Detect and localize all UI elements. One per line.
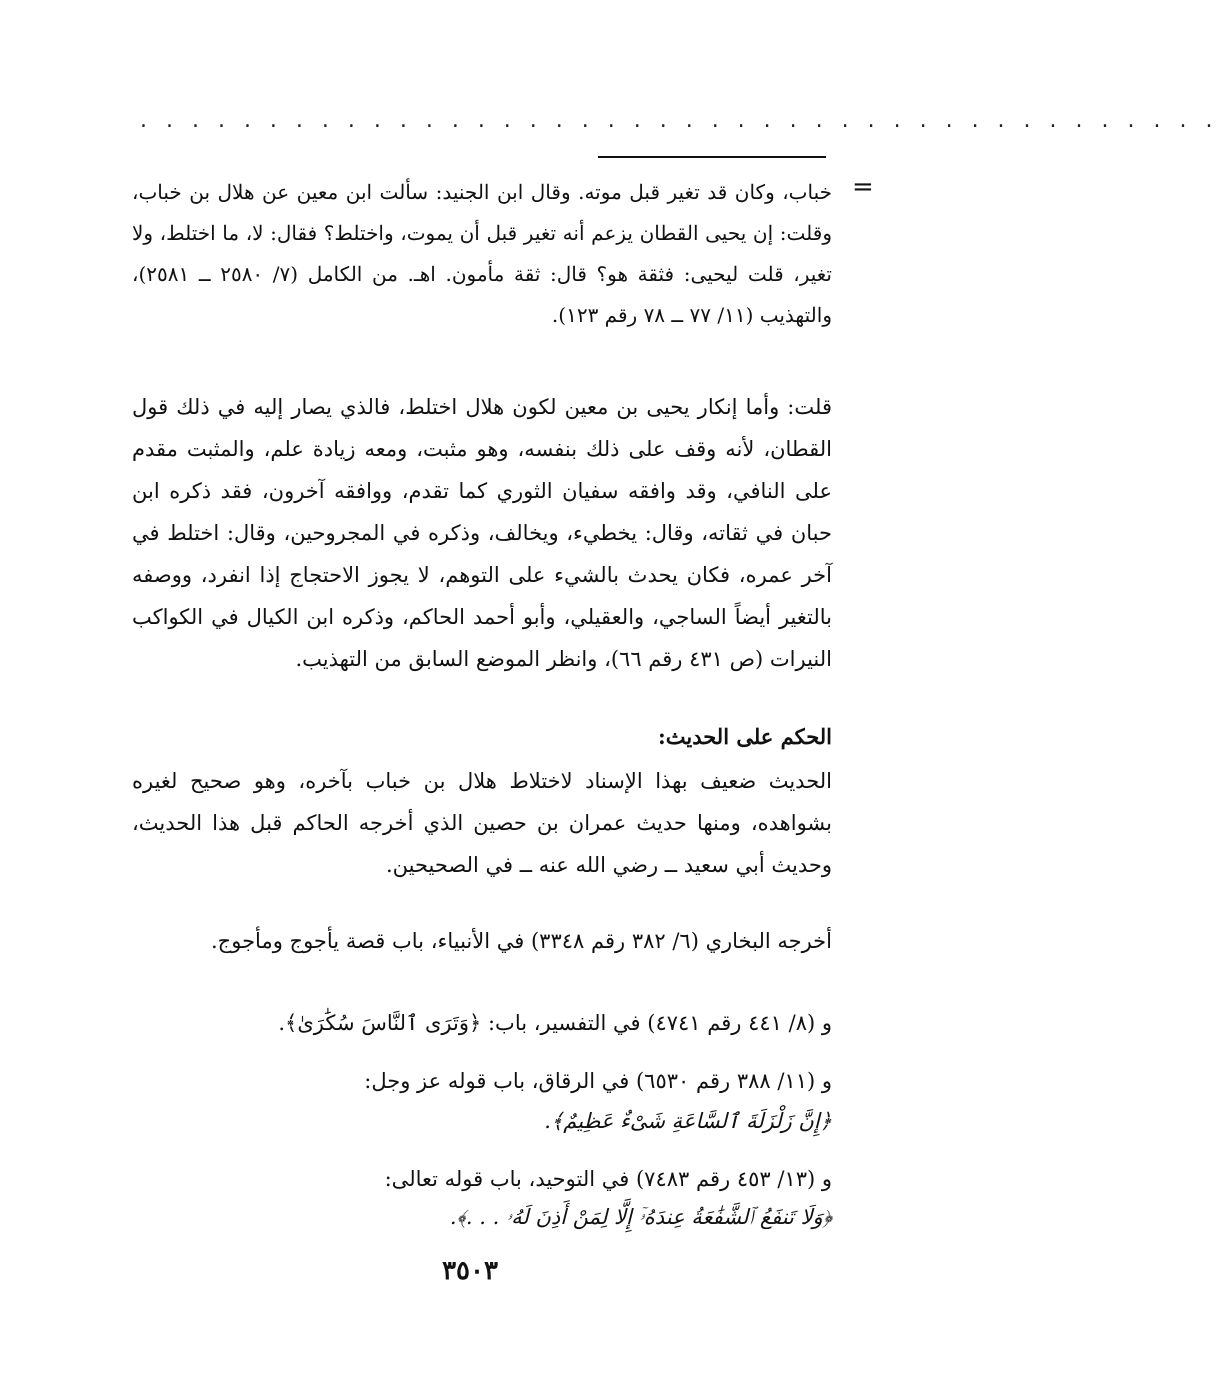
body-paragraph-ruling: الحديث ضعيف بهذا الإسناد لاختلاط هلال بن خباب بآخره، وهو صحيح لغيره بشواهده، ومنها حديث عمران بن حصين الذي أخرجه الحاكم قبل هذا الحديث، وحديث أبي سعيد ــ رضي الله عنه ــ في الصحيحين. (132, 769, 832, 877)
footnote-text: خباب، وكان قد تغير قبل موته. وقال ابن الجنيد: سألت ابن معين عن هلال بن خباب، وقلت: إن يحيى القطان يزعم أنه تغير قبل أن يموت، واختلط؟ فقال: لا، ما اختلط، ولا تغير، قلت ليحيى: فثقة هو؟ قال: ثقة مأمون. اهـ. من الكامل (٧/ ٢٥٨٠ ــ ٢٥٨١)، والتهذيب (١١/ ٧٧ ــ ٧٨ رقم ١٢٣). (132, 180, 832, 327)
footnote-separator-rule (598, 156, 826, 158)
header-dotted-line: . . . . . . . . . . . . . . . . . . . . . . . . . . . . . . . . . . . . . . . . . . (140, 108, 1218, 133)
reference-riqaq: و (١١/ ٣٨٨ رقم ٦٥٣٠) في الرقاق، باب قوله عز وجل: (364, 1069, 832, 1093)
footnote-continuation-marker: = (852, 172, 874, 202)
section-heading-ruling: الحكم على الحديث: (658, 724, 832, 749)
reference-tafsir: و (٨/ ٤٤١ رقم ٤٧٤١) في التفسير، باب: ﴿وَتَرَى ٱلنَّاسَ سُكَٰرَىٰ﴾. (278, 1011, 832, 1035)
quran-verse-riqaq: ﴿إِنَّ زَلْزَلَةَ ٱلسَّاعَةِ شَىْءٌ عَظِيمٌ﴾. (544, 1109, 832, 1133)
page-number: ٣٥٠٣ (442, 1256, 498, 1286)
body-paragraph-discussion: قلت: وأما إنكار يحيى بن معين لكون هلال اختلط، فالذي يصار إليه في ذلك قول القطان، لأنه وقف على ذلك بنفسه، وهو مثبت، ومعه زيادة علم، والمثبت مقدم على النافي، وقد وافقه سفيان الثوري كما تقدم، ووافقه آخرون، فقد ذكره ابن حبان في ثقاته، وقال: يخطيء، ويخالف، وذكره في المجروحين، وقال: اختلط في آخر عمره، فكان يحدث بالشيء على التوهم، لا يجوز الاحتجاج إذا انفرد، ووصفه بالتغير أيضاً الساجي، والعقيلي، وأبو أحمد الحاكم، وذكره ابن الكيال في الكواكب النيرات (ص ٤٣١ رقم ٦٦)، وانظر الموضع السابق من التهذيب. (132, 395, 832, 671)
quran-verse-tawhid: ﴿وَلَا تَنفَعُ ٱلشَّفَٰعَةُ عِندَهُۥٓ إِلَّا لِمَنْ أَذِنَ لَهُۥ . . .﴾. (449, 1205, 832, 1229)
body-paragraph-bukhari: أخرجه البخاري (٦/ ٣٨٢ رقم ٣٣٤٨) في الأنبياء، باب قصة يأجوج ومأجوج. (211, 929, 832, 953)
reference-tawhid: و (١٣/ ٤٥٣ رقم ٧٤٨٣) في التوحيد، باب قوله تعالى: (384, 1167, 832, 1191)
